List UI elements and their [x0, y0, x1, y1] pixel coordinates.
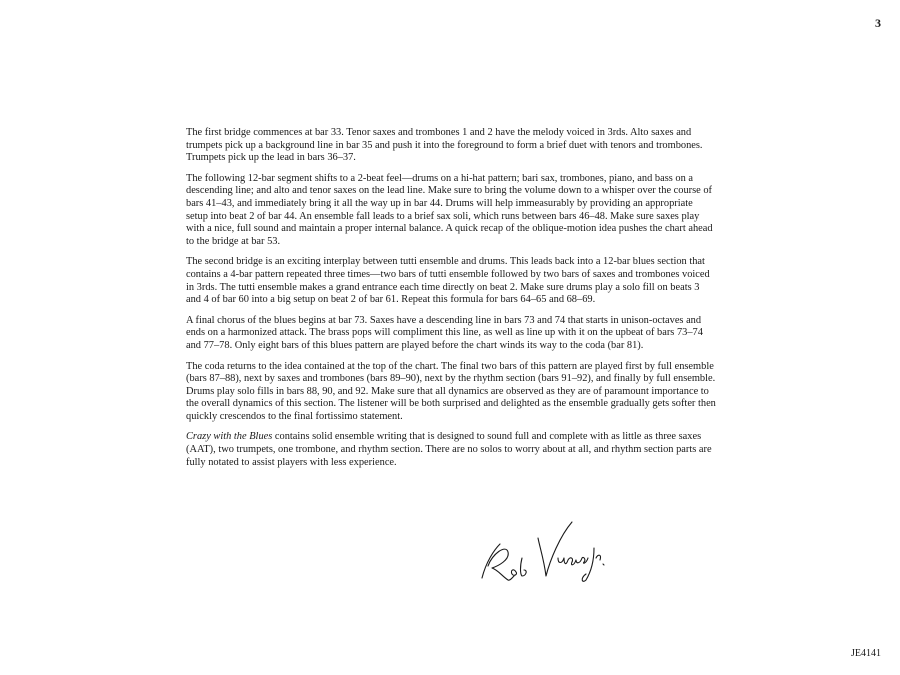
signature-stroke-v	[538, 522, 572, 576]
body-text	[186, 127, 716, 477]
page-number: 3	[875, 16, 881, 30]
signature-stroke-r	[482, 544, 514, 580]
paragraph-coda: The coda returns to the idea contained at the top of the chart. The final two bars of this pattern are played first by full ensemble (bars 87–88), next by saxes and trombones (bars 89–90), next by the rhythm section (bars 91–92), and finally by full ensemble. Drums play solo fills in bars 88, 90, and 92. Make sure that all dynamics are observed as they are of paramount importance to the overall dynamics of this section. The listener will be both surprised and delighted as the ensemble gradually gets softer then quickly crescendos to the final fortissimo statement.	[186, 360, 716, 422]
closing-text: contains solid ensemble writing that is designed to sound full and complete with as little as three saxes (AAT), two trumpets, one trombone, and rhythm section. There are no solos to worry about at all, and rhythm section parts are fully notated to assist players with less experience.	[186, 431, 712, 468]
paragraph-12-bar-segment: The following 12-bar segment shifts to a 2-beat feel—drums on a hi-hat pattern; bari sax, trombones, piano, and bass on a descending line; and alto and tenor saxes on the lead line. Make sure to bring the volume down to a whisper over the course of bars 41–43, and immediately bring it all the way up in bar 44. Drums will help immeasurably by providing an appropriate setup into beat 2 of bar 44. An ensemble fall leads to a brief sax soli, which runs between bars 46–48. Make sure saxes play with a nice, full sound and maintain a proper internal balance. A quick recap of the oblique-motion idea pushes the chart ahead to the bridge at bar 53.	[186, 172, 713, 247]
paragraph-second-bridge: The second bridge is an exciting interplay between tutti ensemble and drums. This leads back into a 12-bar blues section that contains a 4-bar pattern repeated three times—two bars of tutti ensemble followed by two bars of saxes and trombones voiced in 3rds. The tutti ensemble makes a grand entrance each time directly on beat 2. Make sure drums play a solo fill on beats 3 and 4 of bar 60 into a big setup on beat 2 of bar 61. Repeat this formula for bars 64–65 and 68–69.	[186, 256, 710, 306]
paragraph-closing	[186, 431, 716, 469]
chart-title: Crazy with the Blues	[186, 431, 273, 443]
paragraph-final-chorus: A final chorus of the blues begins at bar 73. Saxes have a descending line in bars 73 and 74 that starts in unison-octaves and ends on a harmonized attack. The brass pops will compliment this line, as well as line up with it on the upbeat of bars 73–74 and 77–78. Only eight bars of this blues pattern are played before the chart winds its way to the coda (bar 81).	[186, 314, 703, 351]
paragraph-first-bridge: The first bridge commences at bar 33. Tenor saxes and trombones 1 and 2 have the melody voiced in 3rds. Alto saxes and trumpets pick up a background line in bar 35 and push it into the foreground to form a brief duet with tenors and trombones. Trumpets pick up the lead in bars 36–37.	[186, 127, 703, 164]
catalog-number: JE4141	[851, 648, 881, 659]
signature	[478, 518, 608, 590]
signature-stroke-uono	[558, 557, 588, 564]
signature-stroke-ob	[511, 558, 526, 576]
signature-stroke-jr	[582, 548, 604, 581]
